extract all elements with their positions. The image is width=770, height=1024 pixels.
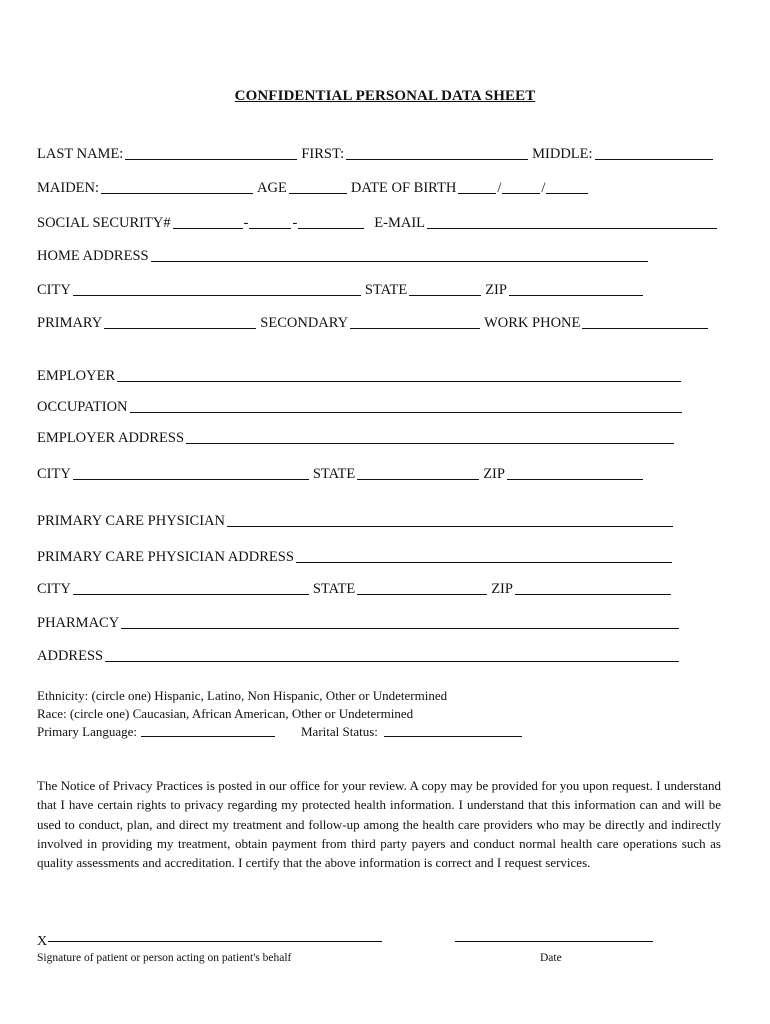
home-address-row — [37, 245, 648, 265]
name-row — [37, 143, 713, 163]
phone-row — [37, 312, 708, 332]
pharmacy-address-row — [37, 645, 679, 665]
occupation-row — [37, 396, 682, 416]
home-address-field[interactable] — [151, 247, 648, 262]
ethnicity-line: Ethnicity: (circle one) Hispanic, Latino, Non Hispanic, Other or Undetermined — [37, 688, 448, 703]
employer-state-label: STATE — [312, 466, 356, 482]
pcp-zip-label: ZIP — [491, 581, 513, 597]
pcp-city-field[interactable] — [73, 580, 309, 595]
occupation-field[interactable] — [130, 398, 682, 413]
pcp-row — [37, 510, 673, 530]
primary-phone-field[interactable] — [104, 314, 256, 329]
middle-name-field[interactable] — [595, 145, 713, 160]
marital-field[interactable] — [384, 724, 522, 737]
work-phone-label: WORK PHONE — [484, 315, 581, 331]
pharmacy-address-label: ADDRESS — [37, 648, 104, 664]
employer-address-row — [37, 427, 674, 447]
pcp-label: PRIMARY CARE PHYSICIAN — [37, 513, 225, 529]
dob-label: DATE OF BIRTH — [350, 180, 457, 196]
language-field[interactable] — [141, 724, 275, 737]
language-label: Primary Language: — [37, 724, 137, 739]
employer-zip-field[interactable] — [507, 465, 643, 480]
home-city-label: CITY — [37, 282, 71, 298]
employer-address-field[interactable] — [186, 429, 674, 444]
employer-state-field[interactable] — [357, 465, 479, 480]
last-name-field[interactable] — [125, 145, 297, 160]
employer-row — [37, 365, 681, 385]
pcp-state-label: STATE — [312, 581, 356, 597]
occupation-label: OCCUPATION — [37, 399, 128, 415]
date-field[interactable] — [455, 941, 653, 942]
dob-month-field[interactable] — [458, 179, 496, 194]
home-state-label: STATE — [364, 282, 408, 298]
first-name-label: FIRST: — [301, 146, 345, 162]
signature-x-mark: X — [37, 934, 48, 949]
employer-address-label: EMPLOYER ADDRESS — [37, 430, 185, 446]
form-title: CONFIDENTIAL PERSONAL DATA SHEET — [234, 88, 536, 104]
home-state-field[interactable] — [409, 281, 481, 296]
date-caption: Date — [540, 952, 562, 964]
marital-label: Marital Status: — [301, 724, 378, 739]
pcp-state-field[interactable] — [357, 580, 487, 595]
home-city-row — [37, 279, 643, 299]
ssn-separator: - — [243, 215, 249, 231]
pharmacy-field[interactable] — [121, 614, 679, 629]
employer-city-row — [37, 463, 643, 483]
home-city-field[interactable] — [73, 281, 361, 296]
pcp-address-row — [37, 546, 672, 566]
ssn-part2-field[interactable] — [249, 214, 291, 229]
pcp-address-label: PRIMARY CARE PHYSICIAN ADDRESS — [37, 549, 294, 565]
race-line: Race: (circle one) Caucasian, African American, Other or Undetermined — [37, 706, 414, 721]
age-field[interactable] — [289, 179, 347, 194]
pcp-city-label: CITY — [37, 581, 71, 597]
secondary-phone-label: SECONDARY — [260, 315, 349, 331]
dob-day-field[interactable] — [502, 179, 540, 194]
signature-field[interactable] — [48, 941, 382, 942]
ssn-label: SOCIAL SECURITY# — [37, 215, 171, 231]
employer-city-field[interactable] — [73, 465, 309, 480]
middle-name-label: MIDDLE: — [532, 146, 593, 162]
primary-phone-label: PRIMARY — [37, 315, 103, 331]
pcp-address-field[interactable] — [296, 548, 672, 563]
age-label: AGE — [257, 180, 287, 196]
privacy-notice: The Notice of Privacy Practices is posted in our office for your review. A copy may be provided for you upon request. I understand that I have certain rights to privacy regarding my protected health information. I understand that this information can and will be used to conduct, plan, and direct my treatment and follow-up among the health care providers who may be directly and indirectly involved in providing my treatment, obtain payment from third party payers and conduct normal health care operations such as quality assessments and accreditation. I certify that the above information is correct and I request services. — [37, 778, 721, 871]
home-address-label: HOME ADDRESS — [37, 248, 149, 264]
maiden-label: MAIDEN: — [37, 180, 100, 196]
maiden-field[interactable] — [101, 179, 253, 194]
employer-city-label: CITY — [37, 466, 71, 482]
pcp-zip-field[interactable] — [515, 580, 671, 595]
work-phone-field[interactable] — [582, 314, 708, 329]
ssn-part3-field[interactable] — [298, 214, 364, 229]
employer-label: EMPLOYER — [37, 368, 116, 384]
pharmacy-row — [37, 612, 679, 632]
dob-separator: / — [541, 180, 546, 196]
dob-year-field[interactable] — [546, 179, 588, 194]
email-field[interactable] — [427, 214, 717, 229]
employer-field[interactable] — [117, 367, 681, 382]
employer-zip-label: ZIP — [483, 466, 505, 482]
pharmacy-address-field[interactable] — [105, 647, 679, 662]
email-label: E-MAIL — [374, 215, 426, 231]
maiden-row — [37, 177, 588, 197]
pcp-field[interactable] — [227, 512, 673, 527]
language-marital-row — [37, 723, 526, 740]
signature-caption: Signature of patient or person acting on patient's behalf — [37, 952, 292, 964]
ssn-part1-field[interactable] — [173, 214, 243, 229]
ssn-separator: - — [292, 215, 298, 231]
ssn-row — [37, 212, 717, 232]
first-name-field[interactable] — [346, 145, 528, 160]
home-zip-label: ZIP — [485, 282, 507, 298]
dob-separator: / — [497, 180, 502, 196]
pcp-city-row — [37, 578, 671, 598]
home-zip-field[interactable] — [509, 281, 643, 296]
secondary-phone-field[interactable] — [350, 314, 480, 329]
pharmacy-label: PHARMACY — [37, 615, 120, 631]
last-name-label: LAST NAME: — [37, 146, 124, 162]
